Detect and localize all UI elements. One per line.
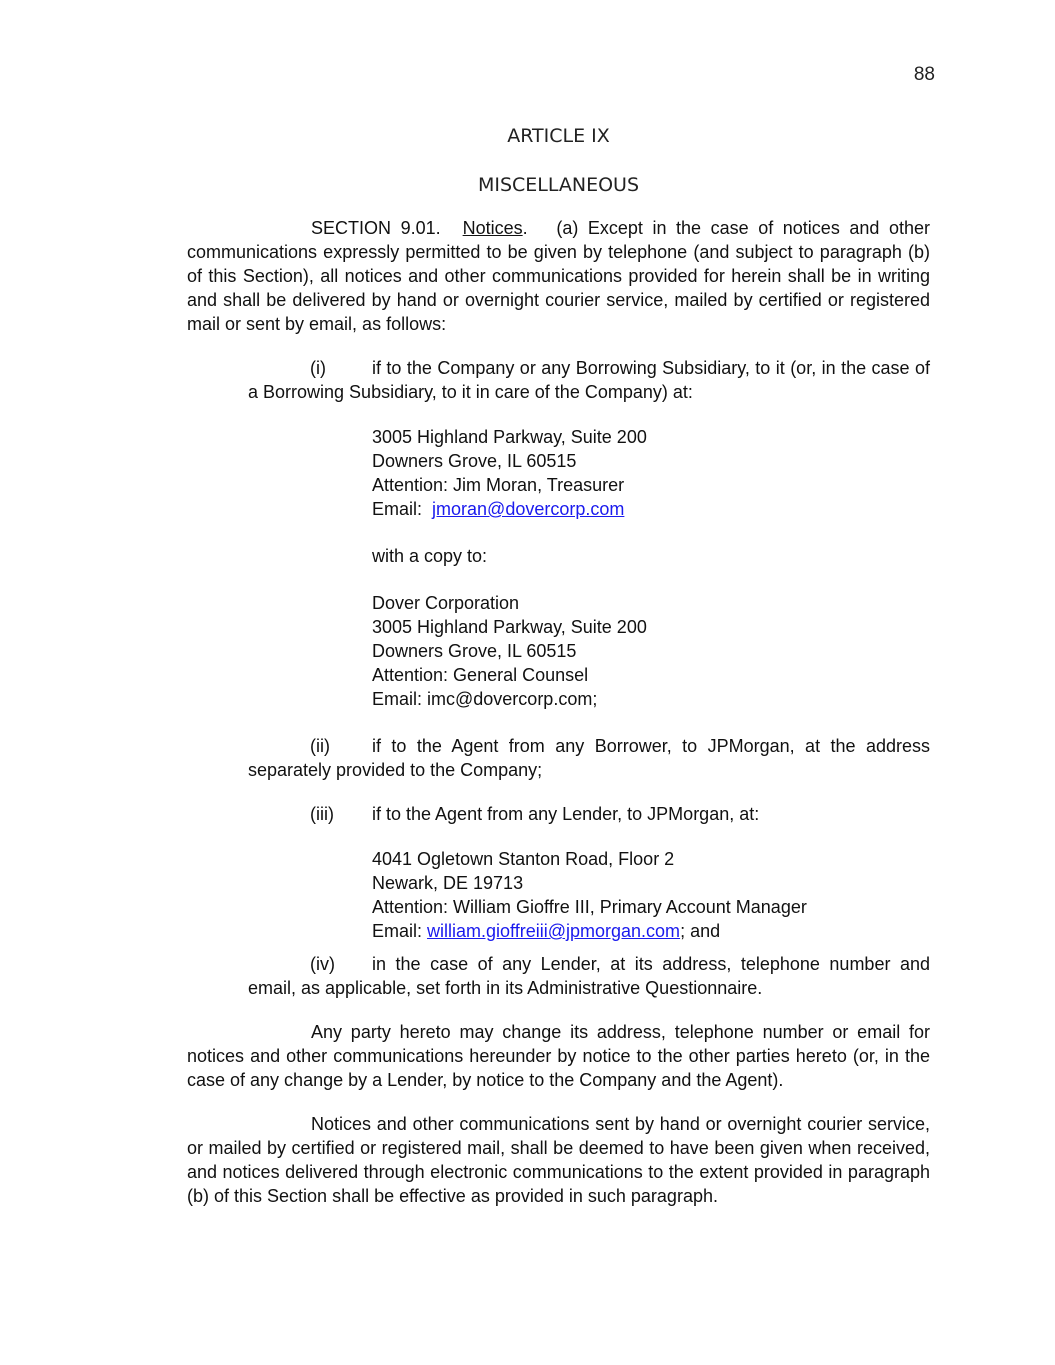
section-intro-text: . (a) Except in the case of notices and other communications expressly permitted to be given by telephone (and subject to paragraph (b) of this Section), all notices and other communications provided for herein shall be in writing and shall be delivered by hand or overnight courier service, mailed by certified or registered mail or sent by email, as follows: [187,218,936,334]
email-line [372,919,932,943]
article-title: ARTICLE IX [507,125,610,147]
email-line [372,497,932,521]
copy-to-label: with a copy to: [372,546,488,566]
notice-item-i [248,356,930,404]
agent-address-block [372,847,932,943]
change-address-paragraph: Any party hereto may change its address, telephone number or email for notices and other communications hereunder by notice to the other parties hereto (or, in the case of any change by a Lender, by notice to the Company and the Agent). [187,1022,930,1090]
notice-item-iii [248,802,930,826]
address-line: Email: imc@dovercorp.com; [372,689,598,709]
address-line: Dover Corporation [372,593,520,613]
article-subtitle: MISCELLANEOUS [477,174,640,196]
address-line: Attention: General Counsel [372,665,589,685]
item-text: if to the Agent from any Borrower, to JPMorgan, at the address separately provided to the Company; [248,736,930,780]
section-title: Notices [462,218,523,238]
address-line: 3005 Highland Parkway, Suite 200 [372,427,647,447]
email-label: Email: [372,499,423,519]
item-label: (iv) [310,954,335,974]
address-line: Downers Grove, IL 60515 [372,451,577,471]
address-line: Newark, DE 19713 [372,873,524,893]
email-label: Email: [372,921,423,941]
notice-item-iv [248,952,930,1000]
item-text: if to the Agent from any Lender, to JPMorgan, at: [372,804,760,824]
item-label: (iii) [310,804,334,824]
section-number: SECTION 9.01. [311,218,441,238]
agent-email-link[interactable]: william.gioffreiii@jpmorgan.com [427,921,681,941]
item-text: in the case of any Lender, at its address, telephone number and email, as applicable, set forth in its Administrative Questionnaire. [248,954,930,998]
item-label: (ii) [310,736,330,756]
item-text: if to the Company or any Borrowing Subsidiary, to it (or, in the case of a Borrowing Subsidiary, to it in care of the Company) at: [248,358,930,402]
address-line: Downers Grove, IL 60515 [372,641,577,661]
page-number: 88 [913,64,935,85]
notice-item-ii [248,734,930,782]
delivery-paragraph: Notices and other communications sent by hand or overnight courier service, or mailed by certified or registered mail, shall be deemed to have been given when received, and notices delivered through electronic communications to the extent provided in paragraph (b) of this Section shall be effective as provided in such paragraph. [187,1114,930,1206]
company-email-link[interactable]: jmoran@dovercorp.com [432,499,625,519]
address-line: Attention: Jim Moran, Treasurer [372,475,625,495]
copy-address-block [372,591,932,711]
address-line: 4041 Ogletown Stanton Road, Floor 2 [372,849,675,869]
address-line: Attention: William Gioffre III, Primary Account Manager [372,897,807,917]
section-intro-paragraph [187,216,936,336]
company-address-block [372,425,932,521]
item-label: (i) [310,358,326,378]
address-line: 3005 Highland Parkway, Suite 200 [372,617,647,637]
email-suffix: ; and [680,921,721,941]
